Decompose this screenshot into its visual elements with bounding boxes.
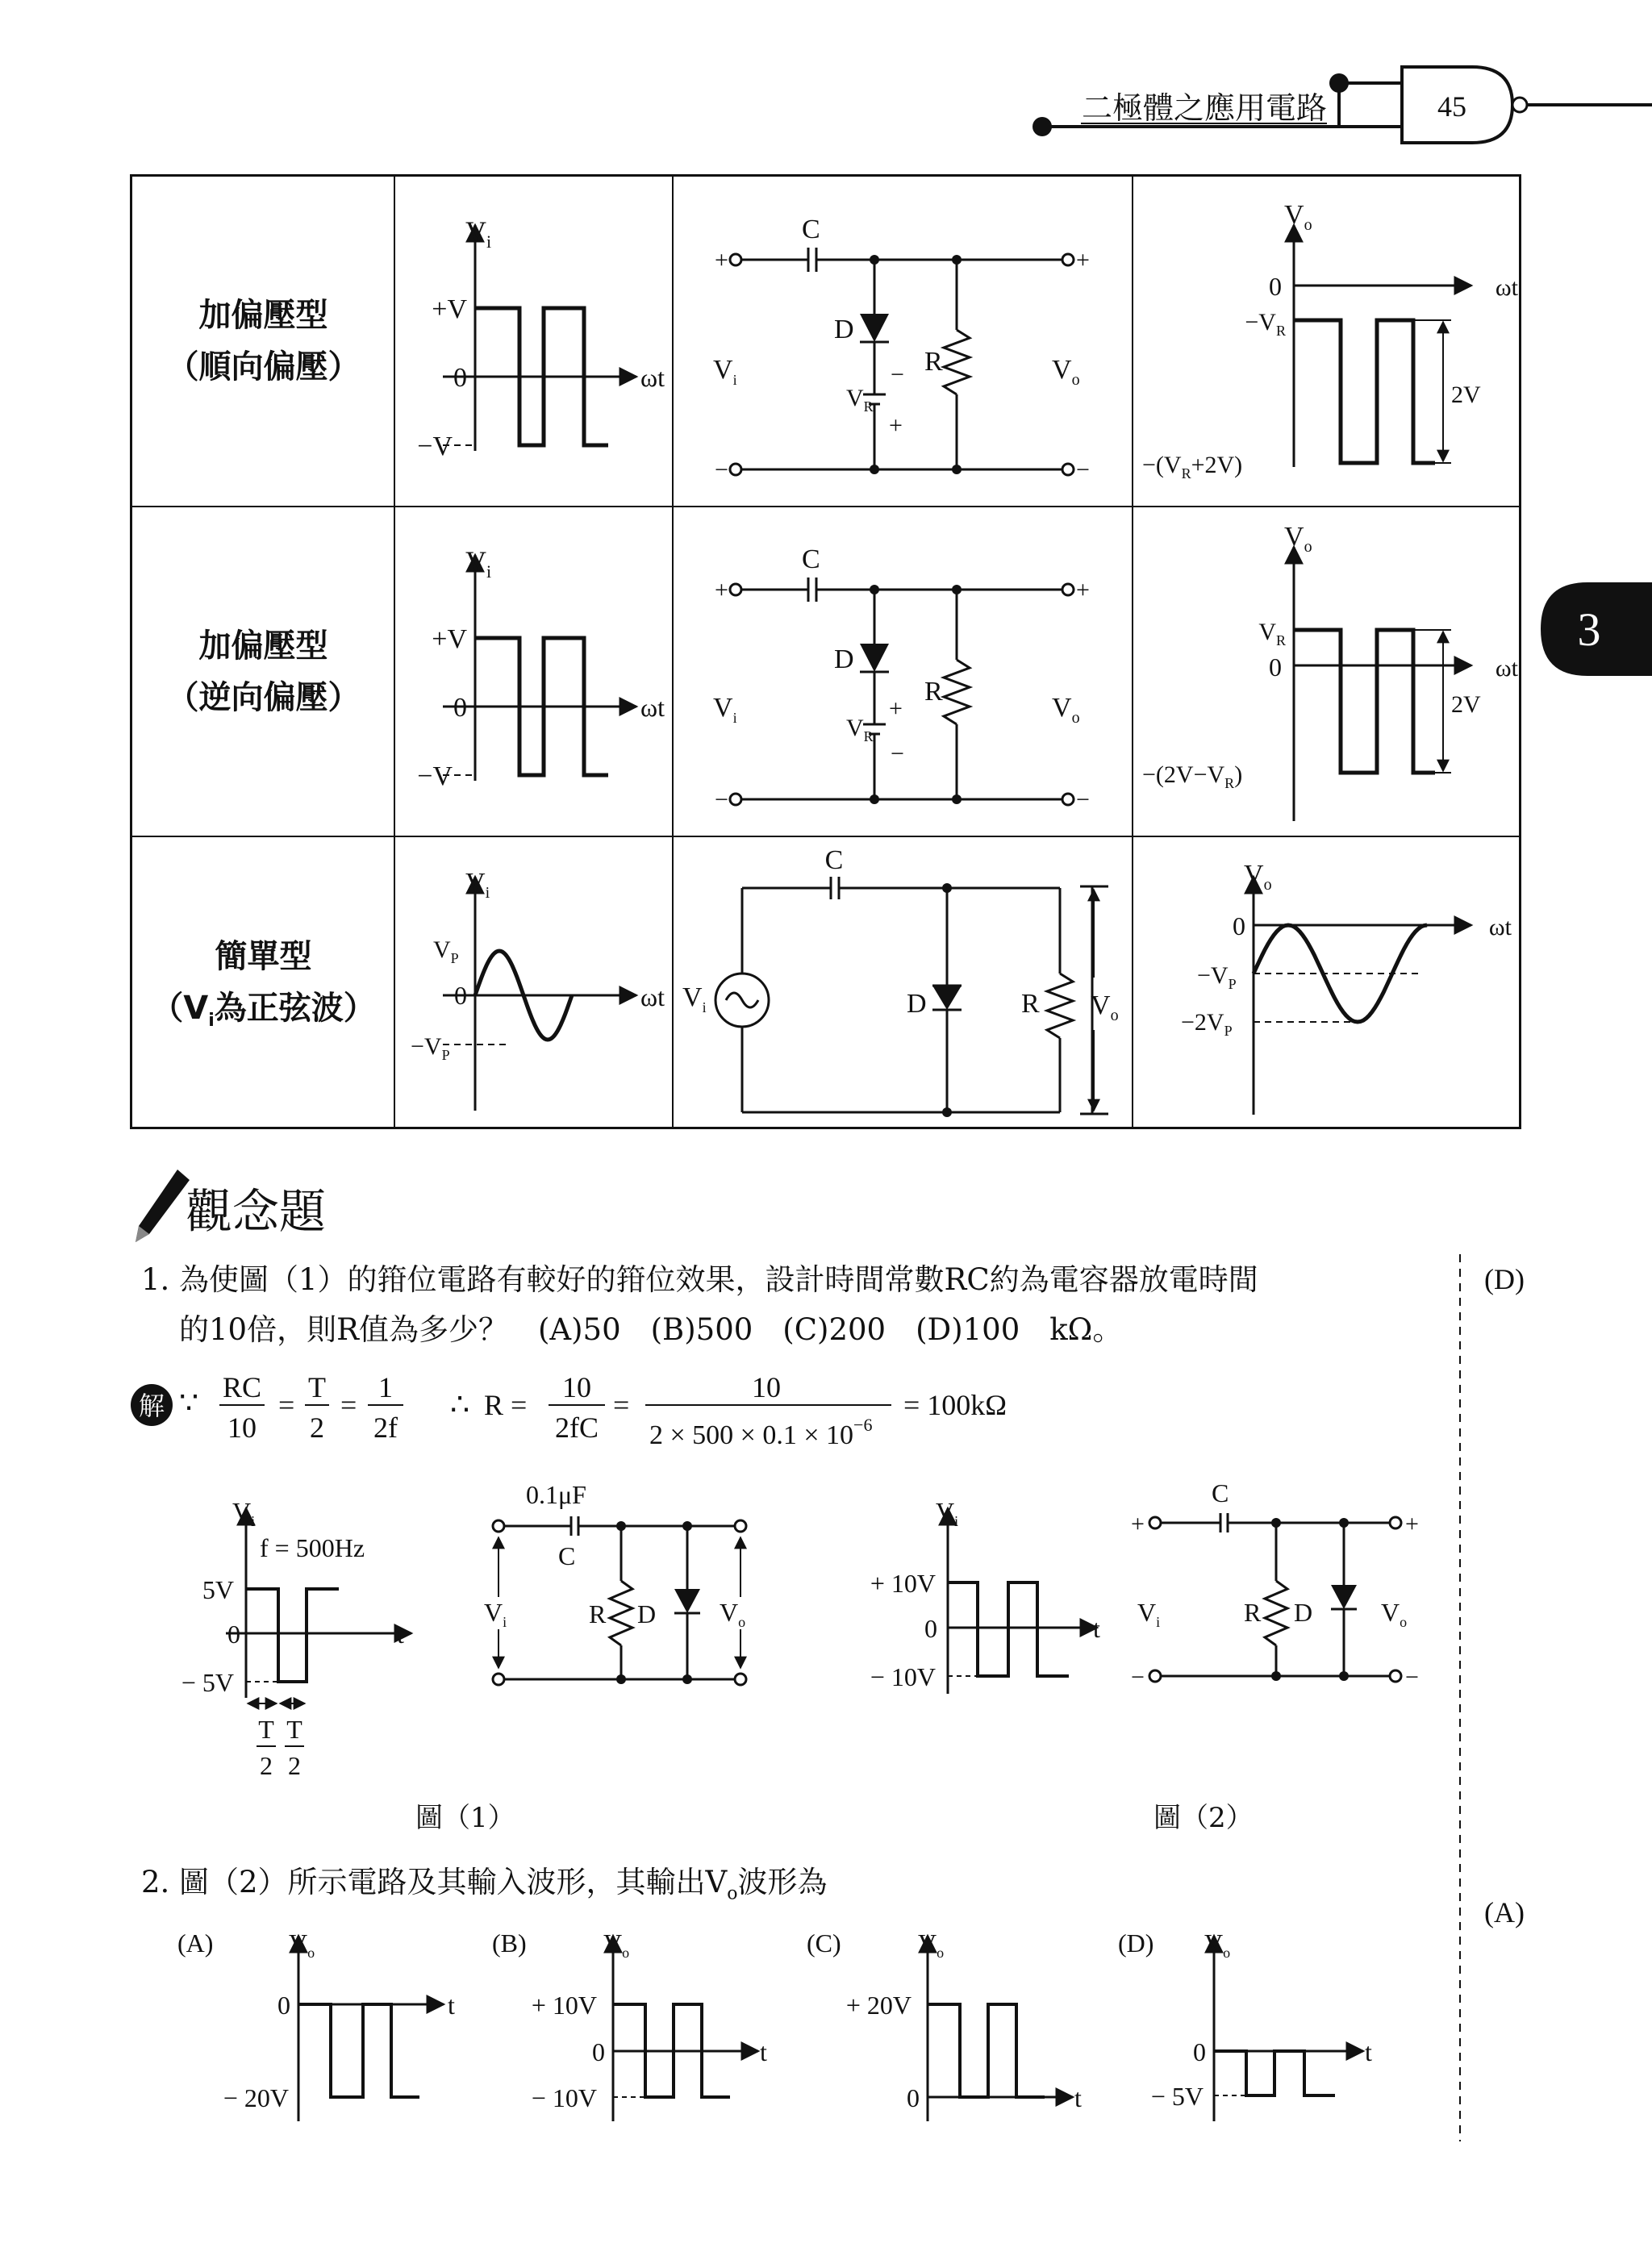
- row3-note: （$V_i$為正弦波）: [151, 990, 376, 1031]
- svg-text:0: 0: [1193, 2037, 1206, 2066]
- q1-line2: 的10倍，則R值為多少？ (A)50 (B)500 (C)200 (D)100 kΩ。: [179, 1312, 1123, 1347]
- svg-text:Vi: $V_i$: [1137, 1598, 1161, 1630]
- svg-text:+: +: [1076, 577, 1090, 603]
- svg-text:ωt: ωt: [1495, 274, 1518, 301]
- row3-type: 簡單型: [215, 938, 312, 975]
- q2-option-b[interactable]: [484, 1912, 791, 2137]
- svg-text:+: +: [1131, 1511, 1145, 1537]
- fig2-caption: 圖（2）: [1153, 1802, 1254, 1834]
- svg-text:0: 0: [592, 2037, 605, 2066]
- q1-answer: (D): [1484, 1263, 1525, 1295]
- svg-text:Vo: $V_o$: [918, 1929, 945, 1961]
- svg-text:Vo: $V_o$: [1284, 522, 1312, 556]
- svg-text:2: 2: [260, 1751, 273, 1780]
- svg-text:T: T: [308, 1371, 326, 1403]
- svg-text:0: 0: [277, 1991, 290, 2020]
- svg-text:RC: RC: [222, 1371, 262, 1403]
- svg-text:f = 500Hz: f = 500Hz: [260, 1533, 365, 1562]
- svg-text:C: C: [824, 845, 844, 875]
- svg-text:R: R: [924, 347, 943, 377]
- svg-text:∵: ∵: [179, 1386, 199, 1420]
- row3-input-wave: [394, 836, 673, 1127]
- row1-output-wave: [1133, 177, 1519, 507]
- svg-text:Vo: $V_o$: [1284, 200, 1312, 234]
- svg-text:0: 0: [453, 693, 467, 723]
- svg-text:− 5V: − 5V: [181, 1668, 234, 1697]
- row2-note: （逆向偏壓）: [166, 679, 361, 716]
- svg-text:R: R: [1244, 1598, 1262, 1627]
- svg-text:T: T: [286, 1715, 302, 1744]
- svg-text:+V: +V: [432, 624, 467, 654]
- row1-circuit: [673, 177, 1133, 507]
- fig2-circuit: [1121, 1468, 1444, 1694]
- svg-text:VP: $V_P$: [433, 936, 459, 966]
- q2-option-d[interactable]: [1113, 1912, 1420, 2137]
- svg-text:= 100kΩ: = 100kΩ: [903, 1389, 1007, 1421]
- svg-text:Vo: $V_o$: [1091, 990, 1119, 1024]
- svg-text:(A): (A): [177, 1929, 214, 1958]
- row1-input-wave: [394, 177, 673, 507]
- svg-text:ωt: ωt: [640, 693, 665, 722]
- svg-text:2: 2: [288, 1751, 301, 1780]
- svg-text:− 20V: − 20V: [223, 2083, 289, 2112]
- svg-text:−: −: [1076, 786, 1090, 813]
- svg-text:(D): (D): [1118, 1929, 1154, 1958]
- svg-text:解: 解: [138, 1391, 165, 1421]
- svg-text:0: 0: [1269, 653, 1282, 682]
- svg-text:−(VR+2V): $-(V_R+2V)$: [1142, 452, 1243, 482]
- row3-output-wave: [1133, 836, 1519, 1127]
- row2-type: 加偏壓型: [198, 628, 328, 665]
- svg-text:−: −: [891, 740, 904, 767]
- svg-text:VR: $V_R$: [846, 715, 874, 744]
- svg-text:=: =: [340, 1389, 357, 1421]
- svg-text:2f: 2f: [373, 1411, 398, 1444]
- svg-text:0: 0: [454, 981, 467, 1010]
- svg-text:=: =: [278, 1389, 295, 1421]
- chapter-tab: [1541, 582, 1652, 676]
- clipper-table: [130, 174, 1521, 1129]
- q1-solution: [129, 1363, 1097, 1468]
- row2-input-wave: [394, 507, 673, 836]
- svg-text:ωt: ωt: [1488, 914, 1512, 940]
- svg-text:R =: R =: [484, 1389, 528, 1421]
- row2-output-wave: [1133, 507, 1519, 836]
- fig1-input-wave: [169, 1492, 428, 1799]
- svg-text:D: D: [1294, 1598, 1313, 1627]
- svg-text:0: 0: [227, 1620, 240, 1649]
- svg-text:−2VP: $-2V_P$: [1181, 1009, 1233, 1039]
- svg-text:Vi: $V_i$: [484, 1598, 507, 1630]
- svg-text:10: 10: [752, 1371, 781, 1403]
- svg-text:C: C: [802, 215, 820, 244]
- svg-text:Vo: $V_o$: [720, 1598, 746, 1630]
- chapter-tab-number: 3: [1577, 603, 1601, 656]
- row3-label: [132, 931, 394, 1047]
- svg-text:t: t: [397, 1620, 404, 1649]
- svg-text:−(2V−VR): $-(2V-V_R)$: [1142, 761, 1243, 791]
- svg-text:Vo: $V_o$: [289, 1929, 315, 1961]
- svg-text:Vo: $V_o$: [1052, 693, 1080, 727]
- svg-text:0: 0: [924, 1614, 937, 1643]
- svg-text:+V: +V: [432, 294, 467, 324]
- svg-text:Vi: $V_i$: [465, 868, 490, 902]
- svg-text:Vo: $V_o$: [1244, 860, 1272, 894]
- svg-text:C: C: [802, 544, 820, 574]
- q2-option-c[interactable]: [799, 1912, 1105, 2137]
- svg-text:Vo: $V_o$: [603, 1929, 630, 1961]
- svg-text:−V: −V: [417, 761, 453, 791]
- row1-label: [132, 290, 394, 393]
- svg-text:t: t: [1365, 2037, 1372, 2066]
- svg-text:Vi: $V_i$: [232, 1497, 256, 1529]
- svg-text:+ 20V: + 20V: [845, 1991, 912, 2020]
- svg-text:∴: ∴: [450, 1388, 470, 1422]
- svg-text:ωt: ωt: [640, 363, 665, 392]
- svg-text:D: D: [637, 1599, 657, 1628]
- svg-text:(C): (C): [807, 1929, 841, 1958]
- chapter-title: 二極體之應用電路: [1081, 90, 1327, 126]
- svg-text:C: C: [558, 1541, 576, 1570]
- svg-text:Vi: $V_i$: [465, 215, 492, 252]
- svg-text:− 5V: − 5V: [1150, 2082, 1204, 2111]
- svg-text:T: T: [258, 1715, 274, 1744]
- svg-text:2: 2: [310, 1411, 324, 1444]
- svg-text:+: +: [715, 577, 728, 603]
- page-number: 45: [1437, 90, 1466, 123]
- svg-text:+ 10V: + 10V: [870, 1569, 936, 1598]
- svg-text:0: 0: [907, 2083, 920, 2112]
- row1-type: 加偏壓型: [198, 297, 328, 334]
- svg-text:R: R: [924, 677, 943, 707]
- svg-text:(B): (B): [492, 1929, 527, 1958]
- svg-text:0.1μF: 0.1μF: [526, 1480, 586, 1509]
- svg-text:Vo: $V_o$: [1052, 355, 1080, 389]
- section-title: 觀念題: [186, 1184, 327, 1239]
- svg-text:VR: $V_R$: [846, 385, 874, 415]
- svg-text:−VP: $-V_P$: [1197, 962, 1237, 992]
- svg-text:5V: 5V: [202, 1575, 234, 1604]
- svg-text:10: 10: [227, 1411, 257, 1444]
- svg-text:C: C: [1212, 1478, 1229, 1507]
- svg-text:−: −: [715, 457, 728, 483]
- svg-text:Vi: $V_i$: [465, 545, 492, 582]
- svg-text:t: t: [760, 2037, 767, 2066]
- svg-text:−: −: [715, 786, 728, 813]
- svg-text:−V: −V: [417, 432, 453, 461]
- svg-text:0: 0: [1269, 272, 1282, 301]
- page-header: [0, 0, 1652, 153]
- svg-text:R: R: [589, 1599, 607, 1628]
- svg-text:−: −: [1131, 1664, 1145, 1691]
- svg-text:− 10V: − 10V: [531, 2083, 597, 2112]
- q2-option-a[interactable]: [169, 1912, 476, 2137]
- svg-text:D: D: [834, 644, 854, 674]
- svg-text:Vo: $V_o$: [1204, 1929, 1231, 1961]
- svg-text:10: 10: [562, 1371, 591, 1403]
- svg-text:t: t: [1093, 1614, 1100, 1643]
- row3-circuit: [673, 836, 1133, 1127]
- svg-text:−VP: $-V_P$: [411, 1033, 450, 1063]
- svg-text:1: 1: [378, 1371, 393, 1403]
- svg-text:0: 0: [453, 363, 467, 393]
- answer-column-divider: [1456, 1254, 1464, 2141]
- svg-text:+: +: [1405, 1511, 1419, 1537]
- svg-text:+: +: [889, 412, 903, 439]
- svg-text:D: D: [834, 315, 854, 344]
- svg-text:R: R: [1021, 989, 1040, 1019]
- svg-text:0: 0: [1233, 911, 1245, 940]
- fig2-input-wave: [847, 1492, 1121, 1718]
- svg-text:=: =: [613, 1389, 630, 1421]
- svg-text:+: +: [889, 695, 903, 722]
- svg-text:−: −: [891, 361, 904, 388]
- svg-text:t: t: [448, 1991, 455, 2020]
- pencil-icon: [129, 1165, 194, 1246]
- svg-text:ωt: ωt: [640, 982, 665, 1011]
- q1-line1: 為使圖（1）的箝位電路有較好的箝位效果，設計時間常數RC約為電容器放電時間: [179, 1262, 1258, 1297]
- svg-text:ωt: ωt: [1495, 655, 1518, 682]
- svg-text:2V: 2V: [1451, 382, 1481, 408]
- svg-text:Vi: $V_i$: [936, 1497, 959, 1529]
- fig1-circuit: [468, 1468, 774, 1694]
- svg-text:Vi: $V_i$: [713, 355, 737, 388]
- svg-text:t: t: [1074, 2083, 1082, 2112]
- svg-text:VR: $V_R$: [1258, 619, 1286, 648]
- row2-label: [132, 620, 394, 723]
- svg-text:−VR: $-V_R$: [1245, 309, 1286, 339]
- svg-text:+: +: [715, 247, 728, 273]
- svg-text:2V: 2V: [1451, 691, 1481, 718]
- svg-text:− 10V: − 10V: [870, 1662, 936, 1691]
- fig1-caption: 圖（1）: [415, 1802, 515, 1834]
- svg-text:D: D: [907, 989, 927, 1019]
- row1-note: （順向偏壓）: [166, 348, 361, 386]
- svg-text:2 × 500 × 0.1 × 10−6: $2 \times 500 \times 0.1 \times 10^{-6}$: [649, 1415, 873, 1450]
- q2-number: 2.: [141, 1865, 170, 1899]
- q2-text: 圖（2）所示電路及其輸入波形，其輸出$V_o$波形為: [179, 1865, 828, 1904]
- svg-text:Vi: $V_i$: [682, 982, 707, 1015]
- svg-text:Vo: $V_o$: [1381, 1598, 1408, 1630]
- svg-text:Vi: $V_i$: [713, 693, 737, 726]
- q2-answer: (A): [1484, 1896, 1525, 1929]
- svg-text:−: −: [1076, 457, 1090, 483]
- svg-text:+ 10V: + 10V: [531, 1991, 597, 2020]
- row2-circuit: [673, 507, 1133, 836]
- svg-text:+: +: [1076, 247, 1090, 273]
- svg-text:2fC: 2fC: [555, 1411, 599, 1444]
- q1-number: 1.: [141, 1262, 170, 1297]
- svg-text:−: −: [1405, 1664, 1419, 1691]
